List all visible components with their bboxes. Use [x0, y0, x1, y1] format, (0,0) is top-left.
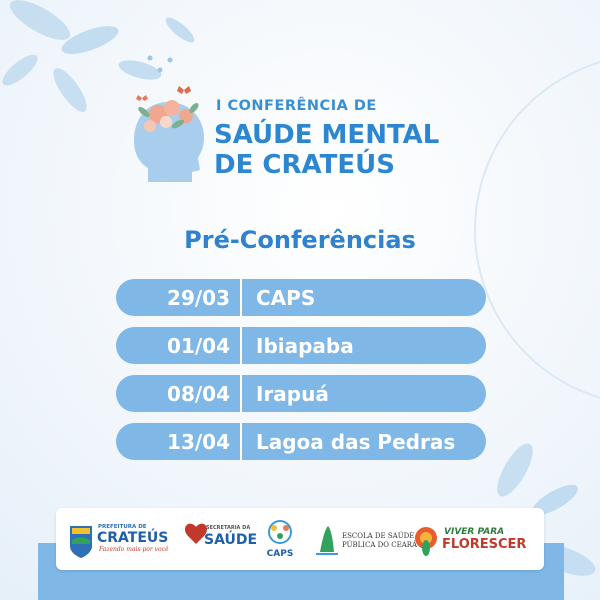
svg-text:Fazendo mais por você: Fazendo mais por você [99, 546, 169, 553]
schedule-date: 01/04 [167, 333, 230, 358]
conference-title [214, 120, 439, 180]
svg-text:PÚBLICA DO CEARÁ: PÚBLICA DO CEARÁ [342, 541, 418, 549]
secretaria-saude-logo [178, 514, 258, 564]
schedule-list [116, 279, 486, 471]
escola-saude-publica-logo [314, 514, 418, 564]
schedule-row [116, 327, 486, 364]
schedule-location: Lagoa das Pedras [256, 429, 456, 454]
schedule-location: Irapuá [256, 381, 329, 406]
svg-text:VIVER PARA: VIVER PARA [444, 527, 505, 537]
schedule-date: 08/04 [167, 381, 230, 406]
schedule-row [116, 375, 486, 412]
partner-logos-card [56, 508, 544, 570]
prefeitura-crateus-logo [68, 514, 172, 564]
section-title: Pré-Conferências [184, 226, 416, 254]
svg-text:FLORESCER: FLORESCER [442, 537, 527, 552]
schedule-date: 29/03 [167, 285, 230, 310]
svg-text:SAÚDE: SAÚDE [204, 532, 258, 548]
conference-title-line-2: DE CRATEÚS [214, 150, 395, 180]
viver-para-florescer-logo [412, 514, 536, 564]
schedule-row [116, 423, 486, 460]
caps-logo [258, 514, 302, 564]
schedule-row [116, 279, 486, 316]
svg-text:SECRETARIA DA: SECRETARIA DA [206, 525, 251, 531]
svg-text:CRATEÚS: CRATEÚS [97, 530, 169, 546]
schedule-location: CAPS [256, 285, 316, 310]
svg-text:PREFEITURA DE: PREFEITURA DE [98, 524, 147, 530]
conference-edition-label: I CONFERÊNCIA DE [216, 98, 377, 114]
head-with-flowers-icon [128, 82, 208, 187]
svg-text:CAPS: CAPS [266, 549, 294, 559]
schedule-location: Ibiapaba [256, 333, 354, 358]
svg-text:ESCOLA DE SAÚDE: ESCOLA DE SAÚDE [342, 532, 415, 540]
schedule-date: 13/04 [167, 429, 230, 454]
conference-header [128, 82, 488, 192]
conference-title-line-1: SAÚDE MENTAL [214, 120, 440, 150]
